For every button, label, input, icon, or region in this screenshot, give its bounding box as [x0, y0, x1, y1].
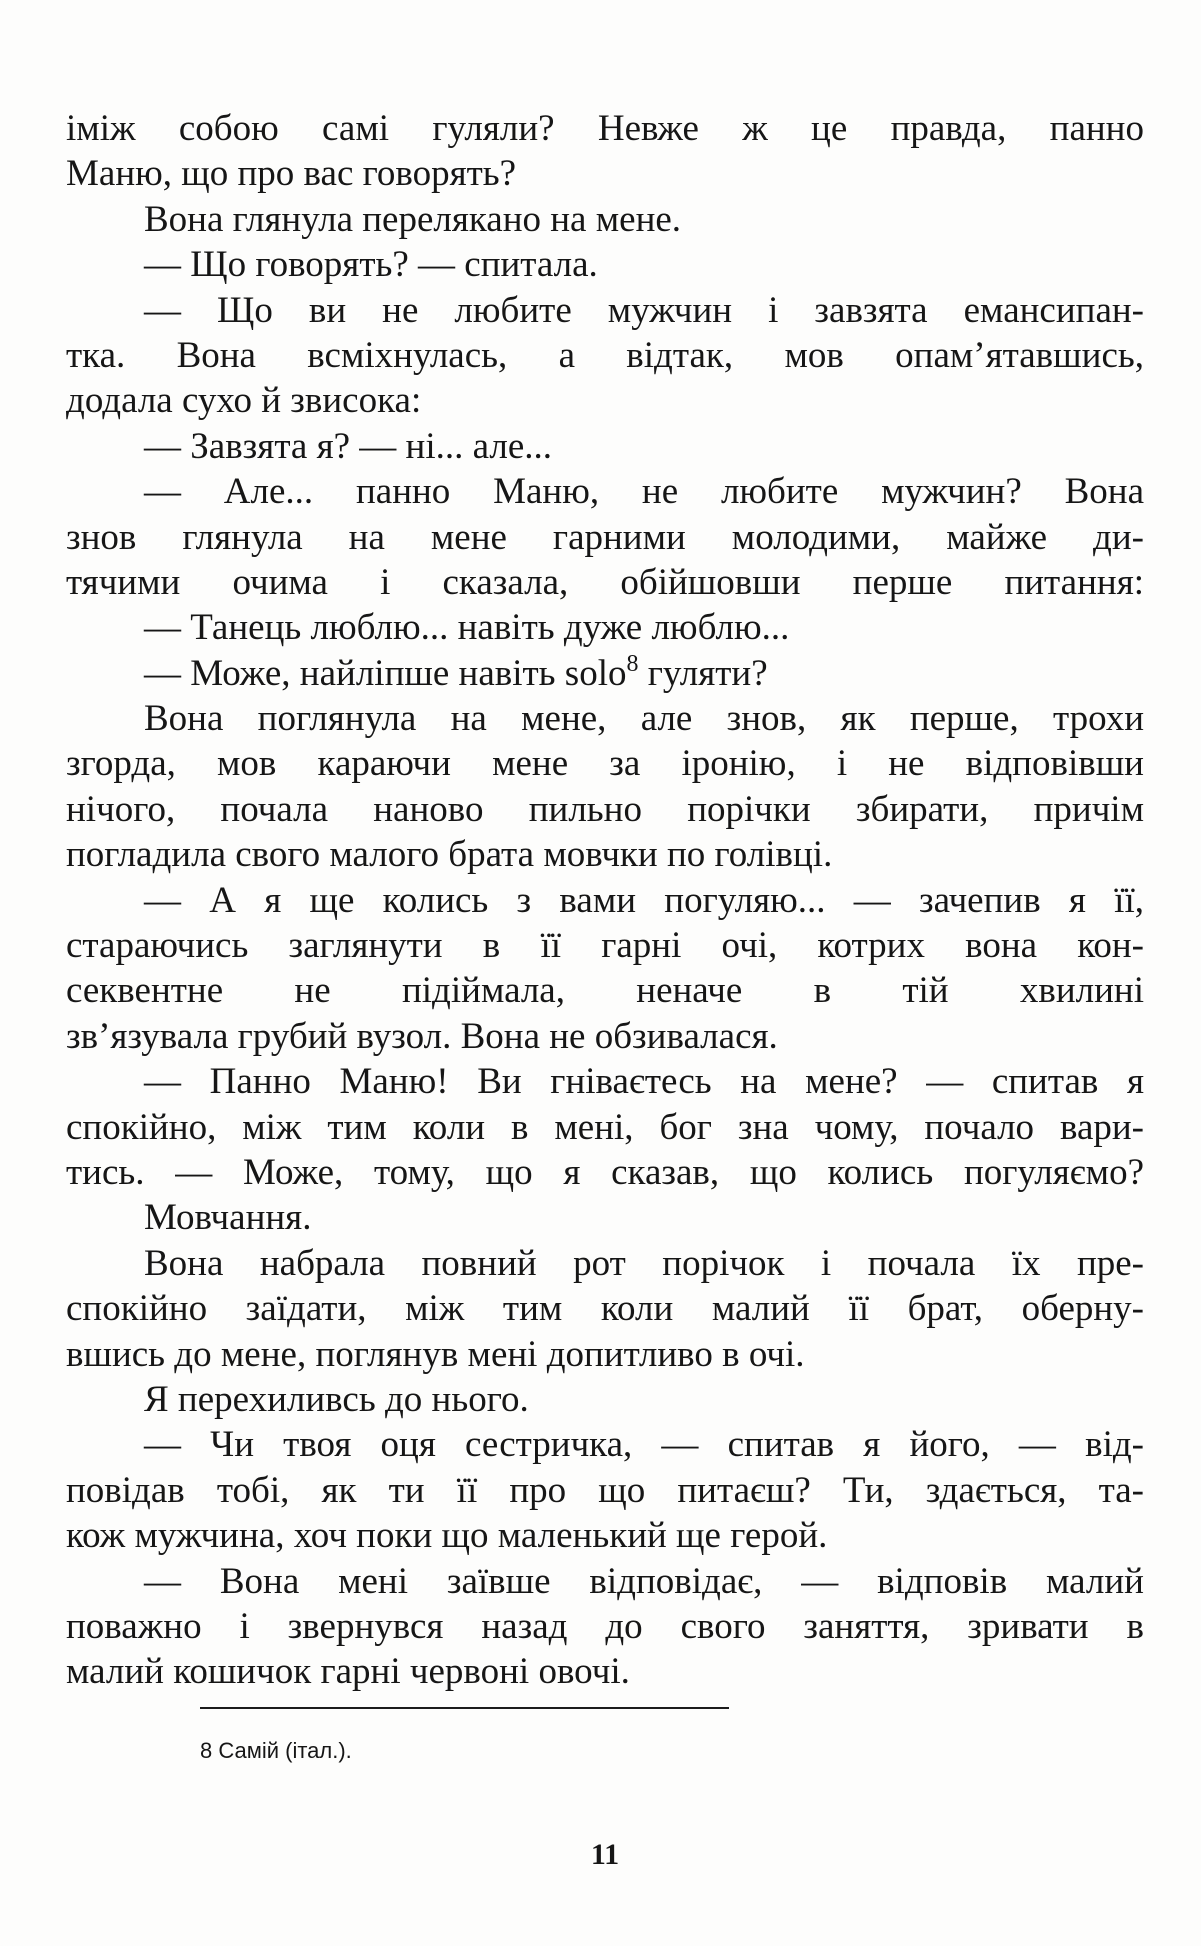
text-line: малий кошичок гарні червоні овочі. [66, 1651, 630, 1693]
page-number: 11 [590, 1838, 620, 1871]
text-line-content: гуляти? [638, 652, 768, 694]
text-line: секвентне не підіймала, неначе в тій хвилині [66, 970, 1144, 1012]
text-line: — Що ви не любите мужчин і завзята емансипан- [144, 289, 1144, 331]
footnote: 8 Самій (італ.). [200, 1738, 352, 1763]
text-line: тись. — Може, тому, що я сказав, що колись погуляємо? [66, 1151, 1144, 1193]
text-line: повідав тобі, як ти її про що питаєш? Ти, здається, та- [66, 1469, 1144, 1511]
text-line: — Але... панно Маню, не любите мужчин? Вона [144, 471, 1144, 513]
text-line: спокійно заїдати, між тим коли малий її брат, оберну- [66, 1288, 1144, 1330]
text-line [66, 651, 1144, 696]
text-line: поважно і звернувся назад до свого заняття, зривати в [66, 1605, 1144, 1647]
text-line: кож мужчина, хоч поки що маленький ще герой. [66, 1515, 828, 1557]
text-line: вшись до мене, поглянув мені допитливо в очі. [66, 1333, 805, 1375]
text-line: нічого, почала наново пильно порічки збирати, причім [66, 788, 1144, 830]
text-line: — Вона мені заївше відповідає, — відповів малий [144, 1560, 1144, 1602]
text-line: погладила свого малого брата мовчки по голівці. [66, 834, 833, 876]
text-line: — Що говорять? — спитала. [144, 244, 598, 286]
text-line: згорда, мов караючи мене за іронію, і не відповівши [66, 743, 1144, 785]
text-line: іміж собою самі гуляли? Невже ж це правда, панно [66, 108, 1144, 149]
text-line: — Танець люблю... навіть дуже люблю... [144, 607, 790, 649]
text-line: спокійно, між тим коли в мені, бог зна чому, почало вари- [66, 1106, 1144, 1148]
text-line: Вона набрала повний рот порічок і почала їх пре- [144, 1242, 1144, 1284]
text-line: стараючись заглянути в її гарні очі, котрих вона кон- [66, 925, 1144, 967]
body-text [66, 106, 1144, 1695]
text-line: Я перехиливсь до нього. [144, 1378, 529, 1420]
text-line: — Панно Маню! Ви гніваєтесь на мене? — спитав я [144, 1061, 1144, 1103]
text-line: — А я ще колись з вами погуляю... — зачепив я її, [144, 879, 1144, 921]
text-line: зв’язувала грубий вузол. Вона не обзивалася. [66, 1015, 778, 1057]
text-line: тка. Вона всміхнулась, а відтак, мов опам’ятавшись, [66, 334, 1144, 376]
text-line: знов глянула на мене гарними молодими, майже ди- [66, 516, 1144, 558]
footnote-divider [200, 1707, 729, 1709]
text-line: Вона поглянула на мене, але знов, як перше, трохи [144, 698, 1144, 740]
footnote-reference: 8 [626, 650, 639, 677]
text-line-content: — Може, найліпше навіть solo [144, 652, 627, 694]
text-line: Вона глянула перелякано на мене. [144, 198, 682, 240]
text-line: тячими очима і сказала, обійшовши перше питання: [66, 561, 1144, 603]
text-line: Маню, що про вас говорять? [66, 153, 517, 195]
text-line: Мовчання. [144, 1197, 312, 1239]
text-line: — Чи твоя оця сестричка, — спитав я його, — від- [144, 1424, 1144, 1466]
text-line: — Завзята я? — ні... але... [144, 425, 553, 467]
text-line: додала сухо й звисока: [66, 380, 422, 422]
